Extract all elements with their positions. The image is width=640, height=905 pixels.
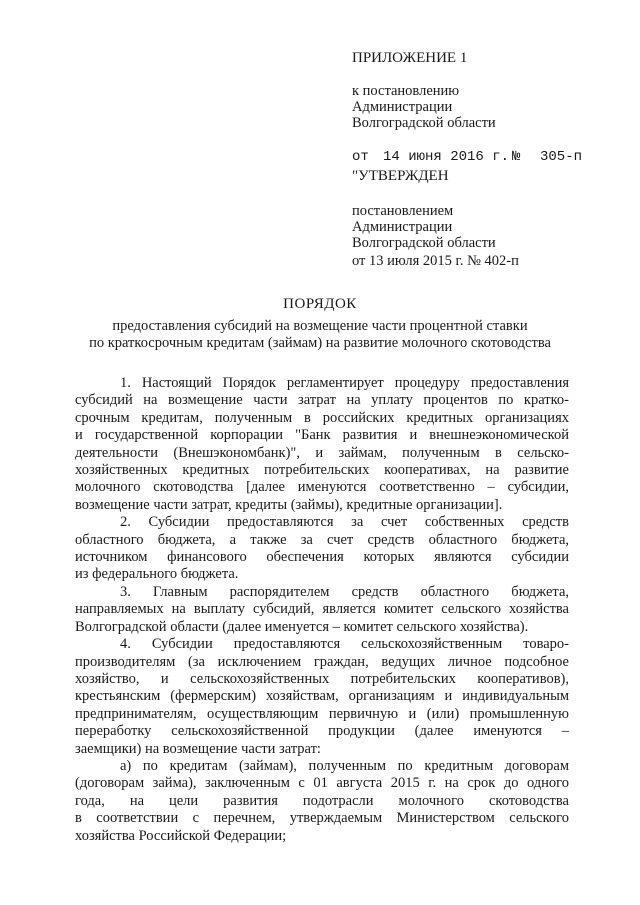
paragraph (75, 584, 569, 636)
paragraph-line: и государственной корпорации "Банк развития и внешнеэкономической (75, 427, 569, 444)
paragraph-line: источником финансового обеспечения которых являются субсидии (75, 549, 569, 566)
approved-region: Волгоградской области (352, 235, 496, 251)
appendix-number-sign: № (512, 149, 521, 165)
paragraph-line: хозяйство, и сельскохозяйственных потребительских кооперативов), (75, 670, 569, 687)
paragraph-line: Волгоградской области (далее именуется – комитет сельского хозяйства). (75, 618, 529, 635)
paragraph-line: возмещение части затрат, кредиты (займы), кредитные организации]. (75, 496, 503, 513)
approved-title: "УТВЕРЖДЕН (352, 168, 449, 184)
appendix-date: 14 июня 2016 г. (383, 149, 510, 165)
document-subtitle-line1: предоставления субсидий на возмещение части процентной ставки (112, 318, 528, 334)
approved-administration: Администрации (352, 219, 453, 235)
appendix-number: 305-п (540, 149, 583, 165)
appendix-to-decree: к постановлению (352, 83, 460, 99)
paragraph (75, 636, 569, 758)
approved-date-number: от 13 июля 2015 г. № 402-п (352, 253, 519, 269)
paragraph-line: переработку сельскохозяйственной продукции (далее именуются – (75, 723, 569, 740)
document-body (75, 375, 569, 845)
paragraph-line: срочным кредитам, полученным в российских кредитных организациях (75, 409, 569, 426)
paragraph-line: (договорам займа), заключенным с 01 августа 2015 г. на срок до одного (75, 775, 569, 792)
appendix-title: ПРИЛОЖЕНИЕ 1 (352, 50, 468, 66)
document-subtitle-line2: по краткосрочным кредитам (займам) на развитие молочного скотоводства (89, 335, 551, 351)
paragraph-line: направляемых на выплату субсидий, является комитет сельского хозяйства (75, 601, 569, 618)
appendix-region: Волгоградской области (352, 115, 496, 131)
paragraph-line: 2. Субсидии предоставляются за счет собственных средств (120, 514, 569, 531)
paragraph (75, 758, 569, 845)
paragraph-line: хозяйства Российской Федерации; (75, 827, 287, 844)
appendix-administration: Администрации (352, 99, 453, 115)
approved-by-decree: постановлением (352, 203, 454, 219)
paragraph (75, 375, 569, 514)
paragraph-line: хозяйственных кредитных потребительских кооперативах, на развитие (75, 462, 569, 479)
paragraph-line: 4. Субсидии предоставляются сельскохозяйственным товаро- (120, 636, 569, 653)
paragraph-line: производителям (за исключением граждан, ведущих личное подсобное (75, 653, 569, 670)
paragraph-line: 3. Главным распорядителем средств областного бюджета, (120, 583, 569, 600)
paragraph-line: крестьянским (фермерским) хозяйствам, организациям и индивидуальным (75, 688, 569, 705)
document-title: ПОРЯДОК (283, 296, 357, 312)
paragraph-line: областного бюджета, а также за счет средств областного бюджета, (75, 531, 569, 548)
appendix-date-prefix: от (352, 149, 369, 165)
paragraph-line: заемщики) на возмещение части затрат: (75, 740, 321, 757)
paragraph-line: молочного скотоводства [далее именуются соответственно – субсидии, (75, 479, 569, 496)
paragraph-line: а) по кредитам (займам), полученным по кредитным договорам (120, 757, 569, 774)
paragraph-line: 1. Настоящий Порядок регламентирует процедуру предоставления (120, 375, 569, 391)
paragraph-line: предпринимателям, осуществляющим первичную и (или) промышленную (75, 705, 569, 722)
paragraph-line: года, на цели развития подотрасли молочного скотоводства (75, 792, 569, 809)
paragraph-line: субсидий на возмещение части затрат на уплату процентов по кратко- (75, 392, 569, 409)
paragraph (75, 514, 569, 584)
paragraph-line: из федерального бюджета. (75, 566, 239, 583)
paragraph-line: в соответствии с перечнем, утверждаемым Министерством сельского (75, 810, 569, 827)
paragraph-line: деятельности (Внешэкономбанк)", и займам, полученным в сельско- (75, 444, 569, 461)
